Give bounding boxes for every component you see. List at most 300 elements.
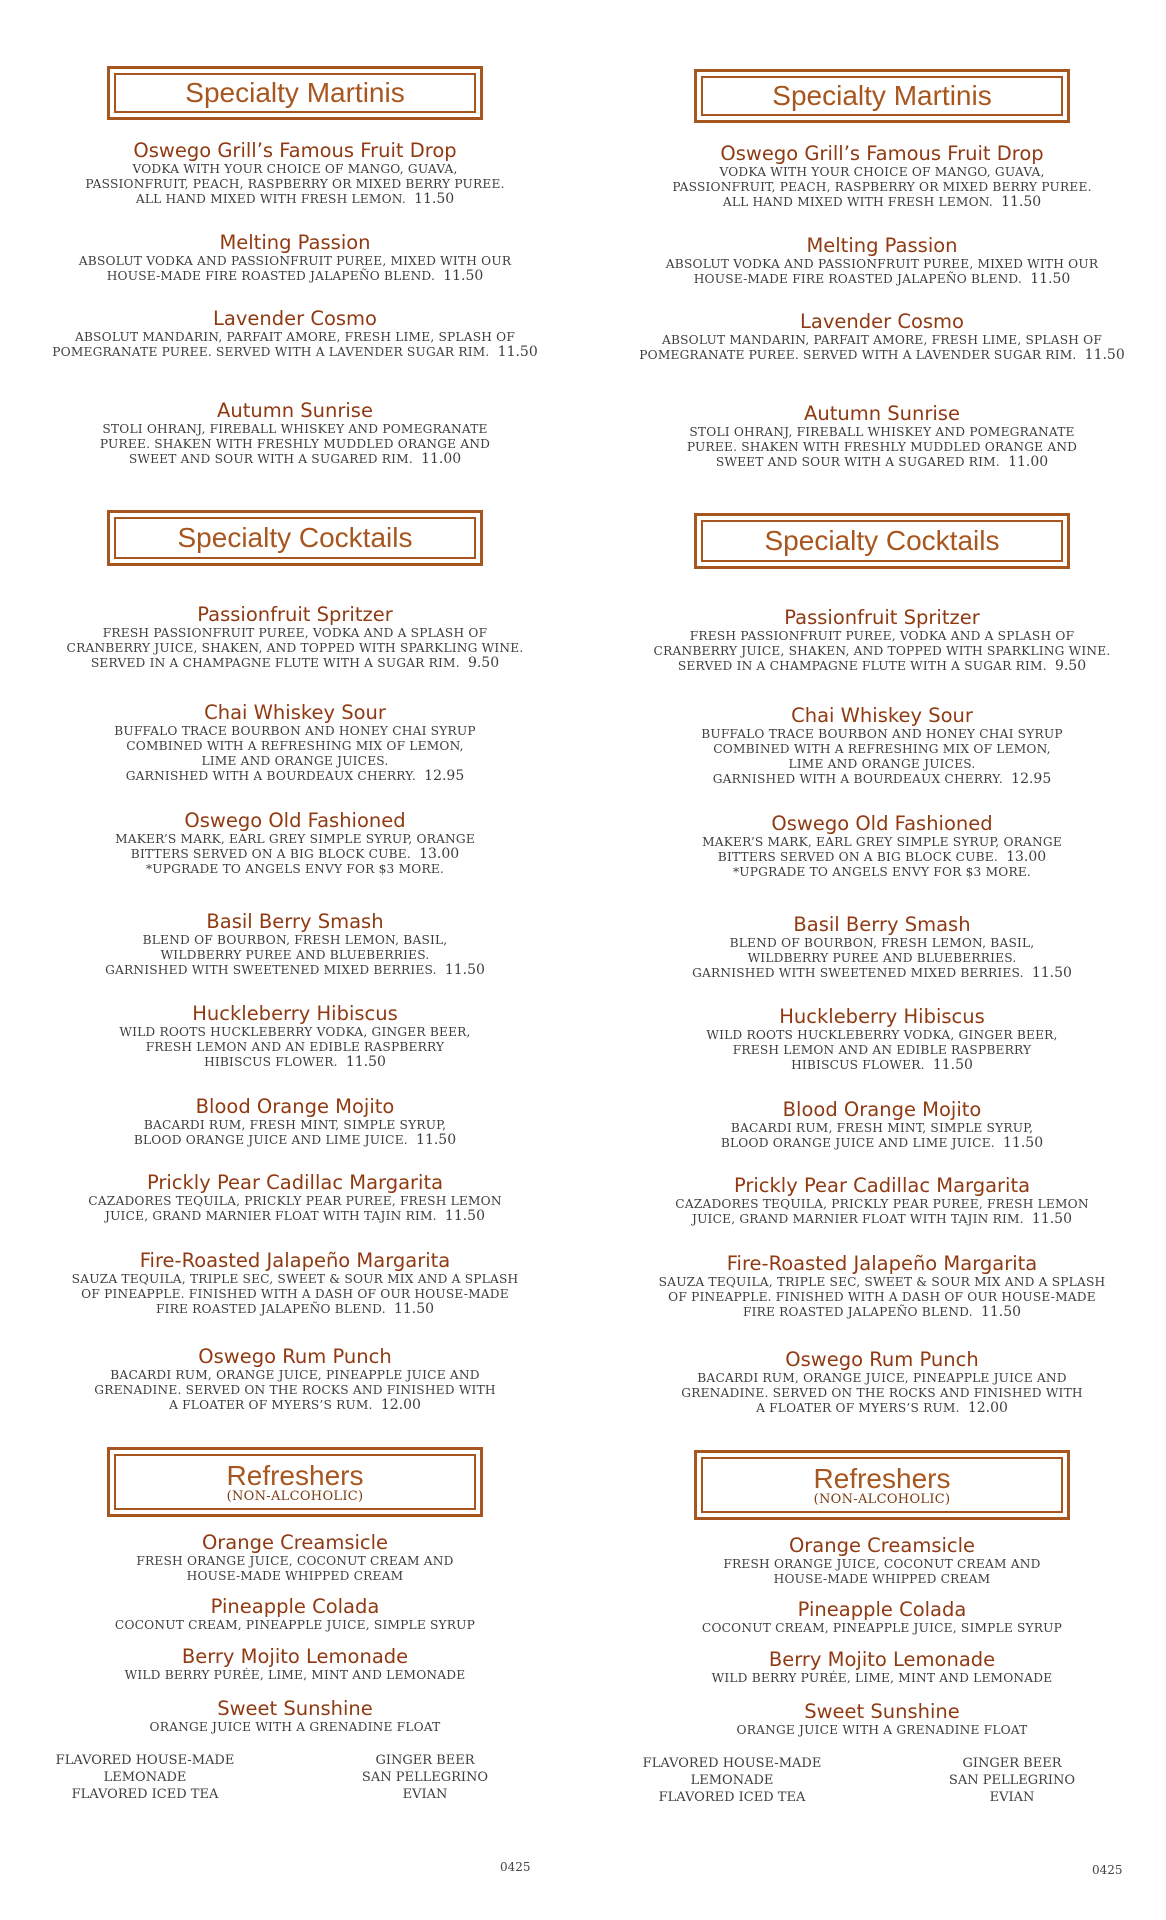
description-line — [15, 192, 575, 207]
item-description — [15, 1618, 575, 1633]
menu-item — [15, 1172, 575, 1224]
item-name: Prickly Pear Cadillac Margarita — [146, 1171, 444, 1194]
description-line — [15, 1133, 575, 1148]
description-text: JUICE, GRAND MARNIER FLOAT WITH TAJIN RIM. — [692, 1212, 1024, 1226]
item-description — [15, 422, 575, 467]
menu-item — [15, 911, 575, 978]
description-text: WILD ROOTS HUCKLEBERRY VODKA, GINGER BEER, — [119, 1025, 471, 1039]
item-description — [602, 936, 1162, 981]
description-line — [602, 936, 1162, 951]
description-text: BACARDI RUM, FRESH MINT, SIMPLE SYRUP, — [730, 1121, 1034, 1135]
item-name: Oswego Rum Punch — [785, 1348, 979, 1371]
item-name: Sweet Sunshine — [804, 1700, 960, 1723]
description-line — [15, 641, 575, 656]
martinis-header-frame — [114, 73, 476, 113]
description-line — [15, 1040, 575, 1055]
item-name: Berry Mojito Lemonade — [181, 1645, 409, 1668]
item-name: Lavender Cosmo — [800, 310, 964, 333]
description-line — [602, 1371, 1162, 1386]
description-line — [602, 1557, 1162, 1572]
description-line — [602, 966, 1162, 981]
description-text: HOUSE-MADE WHIPPED CREAM — [186, 1569, 404, 1583]
description-line — [15, 452, 575, 467]
description-text: VODKA WITH YOUR CHOICE OF MANGO, GUAVA, — [719, 165, 1045, 179]
description-text: BLEND OF BOURBON, FRESH LEMON, BASIL, — [729, 936, 1035, 950]
description-text: POMEGRANATE PUREE. SERVED WITH A LAVENDER SUGAR RIM. — [639, 348, 1077, 362]
description-line — [602, 1572, 1162, 1587]
description-text: COMBINED WITH A REFRESHING MIX OF LEMON, — [126, 739, 464, 753]
item-description — [15, 254, 575, 284]
description-text: HOUSE-MADE FIRE ROASTED JALAPEÑO BLEND. — [106, 269, 436, 283]
description-line — [602, 1197, 1162, 1212]
description-line — [602, 1136, 1162, 1151]
extra-beverage-item: EVIAN — [402, 1787, 448, 1802]
description-line — [15, 1368, 575, 1383]
item-description — [602, 1371, 1162, 1416]
martinis-header — [694, 69, 1070, 123]
menu-code: 0425 — [500, 1860, 531, 1874]
extra-beverage-item: GINGER BEER — [962, 1756, 1062, 1771]
description-text: FIRE ROASTED JALAPEÑO BLEND. — [155, 1302, 386, 1316]
item-price: 9.50 — [467, 655, 500, 671]
item-description — [602, 1121, 1162, 1151]
menu-code: 0425 — [1092, 1863, 1123, 1877]
description-line — [602, 195, 1162, 210]
menu-item — [602, 235, 1162, 287]
description-line — [15, 948, 575, 963]
description-text: CRANBERRY JUICE, SHAKEN, AND TOPPED WITH SPARKLING WINE. — [66, 641, 524, 655]
description-text: SERVED IN A CHAMPAGNE FLUTE WITH A SUGAR RIM. — [677, 659, 1047, 673]
item-price: 11.50 — [1003, 1135, 1044, 1151]
item-price: 11.50 — [932, 1057, 973, 1073]
item-name: Huckleberry Hibiscus — [192, 1002, 398, 1025]
description-line — [602, 425, 1162, 440]
menu-item — [602, 705, 1162, 787]
item-price: 11.50 — [1030, 271, 1071, 287]
menu-item — [602, 1701, 1162, 1738]
description-line — [602, 440, 1162, 455]
description-line — [15, 847, 575, 862]
menu-item — [15, 1596, 575, 1633]
item-name: Huckleberry Hibiscus — [779, 1005, 985, 1028]
description-line — [15, 1025, 575, 1040]
item-note: *UPGRADE TO ANGELS ENVY FOR $3 MORE. — [732, 865, 1031, 879]
item-description — [602, 1723, 1162, 1738]
item-price: 12.00 — [967, 1400, 1008, 1416]
description-text: BACARDI RUM, ORANGE JUICE, PINEAPPLE JUICE AND — [110, 1368, 480, 1382]
extras-left-list — [35, 1752, 255, 1803]
description-text: MAKER’S MARK, EARL GREY SIMPLE SYRUP, ORANGE — [115, 832, 475, 846]
description-text: FIRE ROASTED JALAPEÑO BLEND. — [742, 1305, 973, 1319]
description-line — [602, 1212, 1162, 1227]
item-description — [602, 629, 1162, 674]
description-text: HIBISCUS FLOWER. — [204, 1055, 338, 1069]
item-description — [602, 333, 1162, 363]
menu-item — [15, 1250, 575, 1317]
description-text: VODKA WITH YOUR CHOICE OF MANGO, GUAVA, — [132, 162, 458, 176]
description-line — [15, 963, 575, 978]
description-line — [15, 1302, 575, 1317]
description-text: LIME AND ORANGE JUICES. — [788, 757, 976, 771]
item-description — [602, 425, 1162, 470]
description-line — [602, 333, 1162, 348]
description-text: SERVED IN A CHAMPAGNE FLUTE WITH A SUGAR RIM. — [90, 656, 460, 670]
item-description — [602, 165, 1162, 210]
refreshers-header — [694, 1450, 1070, 1520]
refreshers-subtitle: (NON-ALCOHOLIC) — [226, 1489, 364, 1505]
item-description — [602, 1028, 1162, 1073]
item-description — [15, 1720, 575, 1735]
menu-item — [602, 1599, 1162, 1636]
cocktails-header — [107, 510, 483, 566]
item-description — [15, 832, 575, 877]
item-description — [602, 1275, 1162, 1320]
item-price: 11.50 — [393, 1301, 435, 1317]
description-line — [602, 1028, 1162, 1043]
description-text: PASSIONFRUIT, PEACH, RASPBERRY OR MIXED BERRY PUREE. — [85, 177, 505, 191]
item-price: 11.00 — [421, 451, 462, 467]
description-line — [15, 754, 575, 769]
description-text: JUICE, GRAND MARNIER FLOAT WITH TAJIN RIM. — [105, 1209, 437, 1223]
description-text: BLEND OF BOURBON, FRESH LEMON, BASIL, — [142, 933, 448, 947]
menu-item — [602, 403, 1162, 470]
description-text: BACARDI RUM, FRESH MINT, SIMPLE SYRUP, — [143, 1118, 447, 1132]
extra-beverage-item: FLAVORED ICED TEA — [71, 1787, 219, 1802]
menu-item — [602, 1349, 1162, 1416]
description-line — [602, 455, 1162, 470]
cocktails-title: Specialty Cocktails — [177, 522, 413, 554]
item-name: Sweet Sunshine — [217, 1697, 373, 1720]
menu-panel-right — [602, 0, 1162, 1920]
menu-panel-left — [15, 0, 575, 1920]
description-line — [15, 1618, 575, 1633]
item-price: 11.50 — [444, 962, 485, 978]
description-line — [602, 272, 1162, 287]
description-line — [602, 1058, 1162, 1073]
item-name: Autumn Sunrise — [217, 399, 373, 422]
description-text: COMBINED WITH A REFRESHING MIX OF LEMON, — [713, 742, 1051, 756]
menu-item — [15, 1346, 575, 1413]
menu-item — [602, 1253, 1162, 1320]
item-description — [15, 1668, 575, 1683]
menu-item — [15, 1003, 575, 1070]
description-text: OF PINEAPPLE. FINISHED WITH A DASH OF OUR HOUSE-MADE — [668, 1290, 1096, 1304]
menu-item — [602, 1649, 1162, 1686]
refreshers-header — [107, 1447, 483, 1517]
description-text: ABSOLUT MANDARIN, PARFAIT AMORE, FRESH LIME, SPLASH OF — [661, 333, 1103, 347]
description-line — [15, 1194, 575, 1209]
description-text: SAUZA TEQUILA, TRIPLE SEC, SWEET & SOUR MIX AND A SPLASH — [71, 1272, 519, 1286]
item-description — [15, 1272, 575, 1317]
item-name: Pineapple Colada — [210, 1595, 380, 1618]
item-name: Oswego Rum Punch — [198, 1345, 392, 1368]
item-name: Blood Orange Mojito — [782, 1098, 982, 1121]
description-text: FRESH LEMON AND AN EDIBLE RASPBERRY — [732, 1043, 1032, 1057]
description-text: A FLOATER OF MYERS’S RUM. — [756, 1401, 960, 1415]
menu-item — [602, 1175, 1162, 1227]
description-text: FRESH ORANGE JUICE, COCONUT CREAM AND — [136, 1554, 454, 1568]
item-price: 11.00 — [1008, 454, 1049, 470]
description-line — [15, 1720, 575, 1735]
item-name: Prickly Pear Cadillac Margarita — [733, 1174, 1031, 1197]
item-name: Autumn Sunrise — [804, 402, 960, 425]
menu-item — [15, 810, 575, 877]
item-price: 11.50 — [414, 191, 455, 207]
description-text: BUFFALO TRACE BOURBON AND HONEY CHAI SYRUP — [701, 727, 1063, 741]
menu-item — [602, 1099, 1162, 1151]
extra-beverage-item: LEMONADE — [103, 1770, 187, 1785]
extra-beverage-item: FLAVORED ICED TEA — [658, 1790, 806, 1805]
extra-beverage-item: FLAVORED HOUSE-MADE — [642, 1756, 822, 1771]
description-line — [602, 257, 1162, 272]
item-description — [15, 330, 575, 360]
refreshers-header-frame — [114, 1454, 476, 1510]
description-text: GARNISHED WITH SWEETENED MIXED BERRIES. — [692, 966, 1024, 980]
item-price: 11.50 — [980, 1304, 1022, 1320]
item-description — [15, 162, 575, 207]
description-line — [602, 629, 1162, 644]
item-name: Lavender Cosmo — [213, 307, 377, 330]
description-text: STOLI OHRANJ, FIREBALL WHISKEY AND POMEGRANATE — [102, 422, 488, 436]
menu-item — [15, 140, 575, 207]
description-text: BLOOD ORANGE JUICE AND LIME JUICE. — [133, 1133, 408, 1147]
description-text: BACARDI RUM, ORANGE JUICE, PINEAPPLE JUICE AND — [697, 1371, 1067, 1385]
item-name: Oswego Old Fashioned — [184, 809, 406, 832]
description-text: HOUSE-MADE WHIPPED CREAM — [773, 1572, 991, 1586]
description-line — [15, 177, 575, 192]
extra-beverage-item: SAN PELLEGRINO — [361, 1770, 489, 1785]
extras-left-list — [622, 1755, 842, 1806]
description-text: COCONUT CREAM, PINEAPPLE JUICE, SIMPLE SYRUP — [701, 1621, 1063, 1635]
extras-right-list — [315, 1752, 535, 1803]
description-line — [15, 162, 575, 177]
refreshers-subtitle: (NON-ALCOHOLIC) — [813, 1492, 951, 1508]
description-text: OF PINEAPPLE. FINISHED WITH A DASH OF OUR HOUSE-MADE — [81, 1287, 509, 1301]
description-text: ABSOLUT VODKA AND PASSIONFRUIT PUREE, MIXED WITH OUR — [78, 254, 512, 268]
cocktails-title: Specialty Cocktails — [764, 525, 1000, 557]
item-name: Chai Whiskey Sour — [791, 704, 973, 727]
description-line — [15, 739, 575, 754]
menu-item — [602, 1535, 1162, 1587]
description-text: FRESH PASSIONFRUIT PUREE, VODKA AND A SPLASH OF — [689, 629, 1075, 643]
description-line — [15, 1209, 575, 1224]
menu-item — [602, 143, 1162, 210]
description-text: BITTERS SERVED ON A BIG BLOCK CUBE. — [717, 850, 998, 864]
item-name: Berry Mojito Lemonade — [768, 1648, 996, 1671]
description-line — [15, 1118, 575, 1133]
description-line — [602, 835, 1162, 850]
description-line — [602, 180, 1162, 195]
description-line — [15, 254, 575, 269]
item-description — [602, 727, 1162, 787]
description-text: SWEET AND SOUR WITH A SUGARED RIM. — [128, 452, 413, 466]
description-text: WILD BERRY PURÉE, LIME, MINT AND LEMONADE — [124, 1668, 466, 1682]
description-line — [15, 933, 575, 948]
item-price: 11.50 — [1031, 965, 1072, 981]
description-text: WILD ROOTS HUCKLEBERRY VODKA, GINGER BEER, — [706, 1028, 1058, 1042]
description-line — [15, 1554, 575, 1569]
item-name: Orange Creamsicle — [788, 1534, 976, 1557]
description-line — [602, 1043, 1162, 1058]
description-text: BUFFALO TRACE BOURBON AND HONEY CHAI SYRUP — [114, 724, 476, 738]
menu-item — [15, 308, 575, 360]
description-text: GARNISHED WITH A BOURDEAUX CHERRY. — [125, 769, 416, 783]
item-description — [602, 1557, 1162, 1587]
extra-beverage-item: GINGER BEER — [375, 1753, 475, 1768]
menu-item — [15, 1698, 575, 1735]
menu-item — [602, 607, 1162, 674]
item-name: Fire-Roasted Jalapeño Margarita — [139, 1249, 451, 1272]
cocktails-header-frame — [701, 520, 1063, 562]
description-line — [602, 644, 1162, 659]
item-description — [15, 626, 575, 671]
description-text: SAUZA TEQUILA, TRIPLE SEC, SWEET & SOUR MIX AND A SPLASH — [658, 1275, 1106, 1289]
item-price: 11.50 — [443, 268, 484, 284]
description-text: STOLI OHRANJ, FIREBALL WHISKEY AND POMEGRANATE — [689, 425, 1075, 439]
item-name: Melting Passion — [806, 234, 958, 257]
refreshers-header-frame — [701, 1457, 1063, 1513]
description-text: COCONUT CREAM, PINEAPPLE JUICE, SIMPLE SYRUP — [114, 1618, 476, 1632]
description-text: A FLOATER OF MYERS’S RUM. — [169, 1398, 373, 1412]
description-line — [15, 1272, 575, 1287]
item-name: Melting Passion — [219, 231, 371, 254]
item-price: 11.50 — [1031, 1211, 1072, 1227]
extra-beverage-item: EVIAN — [989, 1790, 1035, 1805]
item-name: Oswego Old Fashioned — [771, 812, 993, 835]
description-line — [15, 422, 575, 437]
description-text: LIME AND ORANGE JUICES. — [201, 754, 389, 768]
refreshers-title: Refreshers — [226, 1459, 364, 1491]
item-name: Pineapple Colada — [797, 1598, 967, 1621]
description-line — [15, 769, 575, 784]
item-description — [602, 1197, 1162, 1227]
item-price: 12.95 — [1011, 771, 1052, 787]
item-name: Orange Creamsicle — [201, 1531, 389, 1554]
item-name: Basil Berry Smash — [793, 913, 971, 936]
menu-item — [15, 1646, 575, 1683]
item-price: 11.50 — [444, 1208, 485, 1224]
item-name: Basil Berry Smash — [206, 910, 384, 933]
description-text: PUREE. SHAKEN WITH FRESHLY MUDDLED ORANGE AND — [686, 440, 1078, 454]
description-text: FRESH ORANGE JUICE, COCONUT CREAM AND — [723, 1557, 1041, 1571]
menu-item — [15, 1532, 575, 1584]
description-text: PUREE. SHAKEN WITH FRESHLY MUDDLED ORANGE AND — [99, 437, 491, 451]
description-text: ORANGE JUICE WITH A GRENADINE FLOAT — [736, 1723, 1028, 1737]
cocktails-header — [694, 513, 1070, 569]
menu-item — [15, 232, 575, 284]
refreshers-title: Refreshers — [813, 1462, 951, 1494]
item-name: Oswego Grill’s Famous Fruit Drop — [720, 142, 1044, 165]
description-line — [15, 1383, 575, 1398]
item-price: 11.50 — [497, 344, 538, 360]
description-line — [15, 626, 575, 641]
item-price: 11.50 — [1084, 347, 1125, 363]
item-price: 9.50 — [1054, 658, 1087, 674]
description-line — [15, 345, 575, 360]
menu-item — [15, 1096, 575, 1148]
menu-item — [602, 914, 1162, 981]
menu-item — [602, 813, 1162, 880]
description-line — [15, 269, 575, 284]
description-line — [602, 1621, 1162, 1636]
menu-item — [15, 400, 575, 467]
description-line — [15, 1287, 575, 1302]
description-line — [602, 165, 1162, 180]
item-name: Blood Orange Mojito — [195, 1095, 395, 1118]
description-text: FRESH LEMON AND AN EDIBLE RASPBERRY — [145, 1040, 445, 1054]
description-line — [602, 951, 1162, 966]
martinis-title: Specialty Martinis — [185, 77, 405, 109]
description-line — [15, 1398, 575, 1413]
description-text: POMEGRANATE PUREE. SERVED WITH A LAVENDER SUGAR RIM. — [52, 345, 490, 359]
description-line — [602, 1275, 1162, 1290]
cocktails-header-frame — [114, 517, 476, 559]
item-price: 12.00 — [380, 1397, 421, 1413]
item-price: 11.50 — [345, 1054, 386, 1070]
martinis-header-frame — [701, 76, 1063, 116]
description-text: WILD BERRY PURÉE, LIME, MINT AND LEMONADE — [711, 1671, 1053, 1685]
description-line — [602, 1401, 1162, 1416]
description-line — [602, 1290, 1162, 1305]
item-description — [15, 724, 575, 784]
item-price: 13.00 — [419, 846, 460, 862]
description-text: BLOOD ORANGE JUICE AND LIME JUICE. — [720, 1136, 995, 1150]
description-text: GRENADINE. SERVED ON THE ROCKS AND FINISHED WITH — [94, 1383, 496, 1397]
description-line — [602, 850, 1162, 865]
description-line — [602, 1671, 1162, 1686]
description-text: WILDBERRY PUREE AND BLUEBERRIES. — [160, 948, 430, 962]
item-name: Chai Whiskey Sour — [204, 701, 386, 724]
menu-item — [15, 702, 575, 784]
description-text: CAZADORES TEQUILA, PRICKLY PEAR PUREE, FRESH LEMON — [88, 1194, 502, 1208]
description-line — [602, 1121, 1162, 1136]
description-line — [602, 659, 1162, 674]
description-text: GRENADINE. SERVED ON THE ROCKS AND FINISHED WITH — [681, 1386, 1083, 1400]
description-line — [15, 656, 575, 671]
description-text: SWEET AND SOUR WITH A SUGARED RIM. — [715, 455, 1000, 469]
description-text: CRANBERRY JUICE, SHAKEN, AND TOPPED WITH SPARKLING WINE. — [653, 644, 1111, 658]
description-line — [602, 742, 1162, 757]
item-name: Passionfruit Spritzer — [784, 606, 980, 629]
description-text: ABSOLUT VODKA AND PASSIONFRUIT PUREE, MIXED WITH OUR — [665, 257, 1099, 271]
item-description — [15, 1194, 575, 1224]
description-line — [15, 1055, 575, 1070]
description-line — [15, 330, 575, 345]
item-price: 11.50 — [1001, 194, 1042, 210]
item-description — [602, 1621, 1162, 1636]
menu-item — [15, 604, 575, 671]
description-text: WILDBERRY PUREE AND BLUEBERRIES. — [747, 951, 1017, 965]
item-price: 13.00 — [1006, 849, 1047, 865]
item-description — [15, 1118, 575, 1148]
item-description — [602, 1671, 1162, 1686]
item-note: *UPGRADE TO ANGELS ENVY FOR $3 MORE. — [145, 862, 444, 876]
description-line — [602, 1305, 1162, 1320]
description-text: HOUSE-MADE FIRE ROASTED JALAPEÑO BLEND. — [693, 272, 1023, 286]
extra-beverage-item: LEMONADE — [690, 1773, 774, 1788]
extra-beverage-item: SAN PELLEGRINO — [948, 1773, 1076, 1788]
description-text: ORANGE JUICE WITH A GRENADINE FLOAT — [149, 1720, 441, 1734]
description-line — [15, 1668, 575, 1683]
item-name: Passionfruit Spritzer — [197, 603, 393, 626]
martinis-title: Specialty Martinis — [772, 80, 992, 112]
item-price: 11.50 — [416, 1132, 457, 1148]
item-name: Oswego Grill’s Famous Fruit Drop — [133, 139, 457, 162]
item-description — [602, 835, 1162, 880]
description-line — [602, 1723, 1162, 1738]
description-line — [15, 1569, 575, 1584]
description-text: ALL HAND MIXED WITH FRESH LEMON. — [722, 195, 993, 209]
